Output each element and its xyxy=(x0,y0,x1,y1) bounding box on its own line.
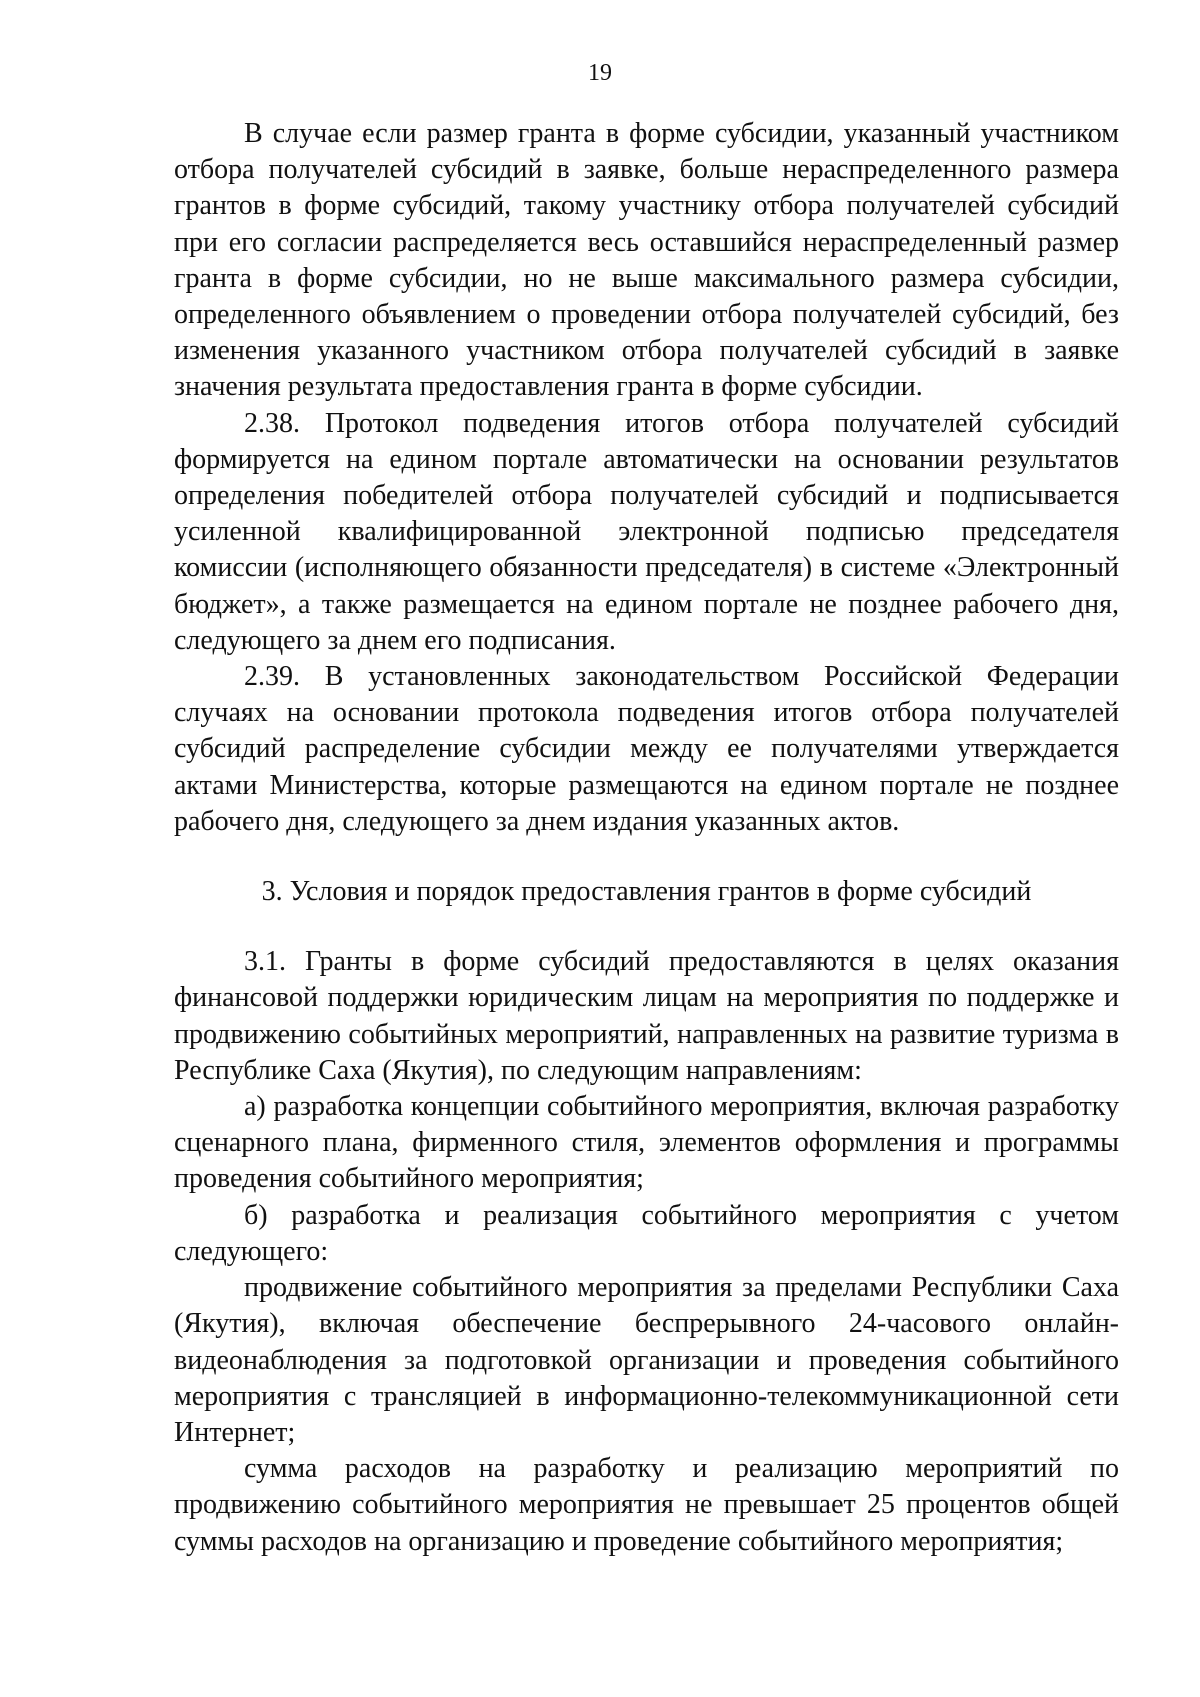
list-item-a: а) разработка концепции событийного мероприятия, включая разработку сценарного плана, фирменного стиля, элементов оформления и программы проведения событийного мероприятия; xyxy=(174,1091,1119,1195)
paragraph-3-1: 3.1. Гранты в форме субсидий предоставляются в целях оказания финансовой поддержки юридическим лицам на мероприятия по поддержке и продвижению событийных мероприятий, направленных на развитие туризма в Республике Саха (Якутия), по следующим направлениям: xyxy=(174,946,1119,1086)
list-item-b: б) разработка и реализация событийного мероприятия с учетом следующего: xyxy=(174,1199,1119,1267)
paragraph-expenses: сумма расходов на разработку и реализацию мероприятий по продвижению событийного мероприятия не превышает 25 процентов общей суммы расходов на организацию и проведение событийного мероприятия; xyxy=(174,1453,1119,1557)
paragraph-grant-distribution: В случае если размер гранта в форме субсидии, указанный участником отбора получателей субсидий в заявке, больше нераспределенного размера грантов в форме субсидий, такому участнику отбора получателей субсидий при его согласии распределяется весь оставшийся нераспределенный размер гранта в форме субсидии, но не выше максимального размера субсидии, определенного объявлением о проведении отбора получателей субсидий, без изменения указанного участником отбора получателей субсидий в заявке значения результата предоставления гранта в форме субсидии. xyxy=(174,118,1119,403)
paragraph-promotion: продвижение событийного мероприятия за пределами Республики Саха (Якутия), включая обеспечение беспрерывного 24-часового онлайн-видеонаблюдения за подготовкой организации и проведения событийного мероприятия с трансляцией в информационно-телекоммуникационной сети Интернет; xyxy=(174,1272,1119,1448)
paragraph-2-38: 2.38. Протокол подведения итогов отбора получателей субсидий формируется на едином портале автоматически на основании результатов определения победителей отбора получателей субсидий и подписывается усиленной квалифицированной электронной подписью председателя комиссии (исполняющего обязанности председателя) в системе «Электронный бюджет», а также размещается на едином портале не позднее рабочего дня, следующего за днем его подписания. xyxy=(174,407,1119,656)
document-body xyxy=(174,116,1119,1560)
spacer xyxy=(174,840,1119,874)
page-number: 19 xyxy=(588,60,612,86)
spacer xyxy=(174,910,1119,944)
paragraph-2-39: 2.39. В установленных законодательством Российской Федерации случаях на основании протокола подведения итогов отбора получателей субсидий распределение субсидии между ее получателями утверждается актами Министерства, которые размещаются на едином портале не позднее рабочего дня, следующего за днем издания указанных актов. xyxy=(174,661,1119,837)
section-heading: 3. Условия и порядок предоставления грантов в форме субсидий xyxy=(261,876,1032,908)
